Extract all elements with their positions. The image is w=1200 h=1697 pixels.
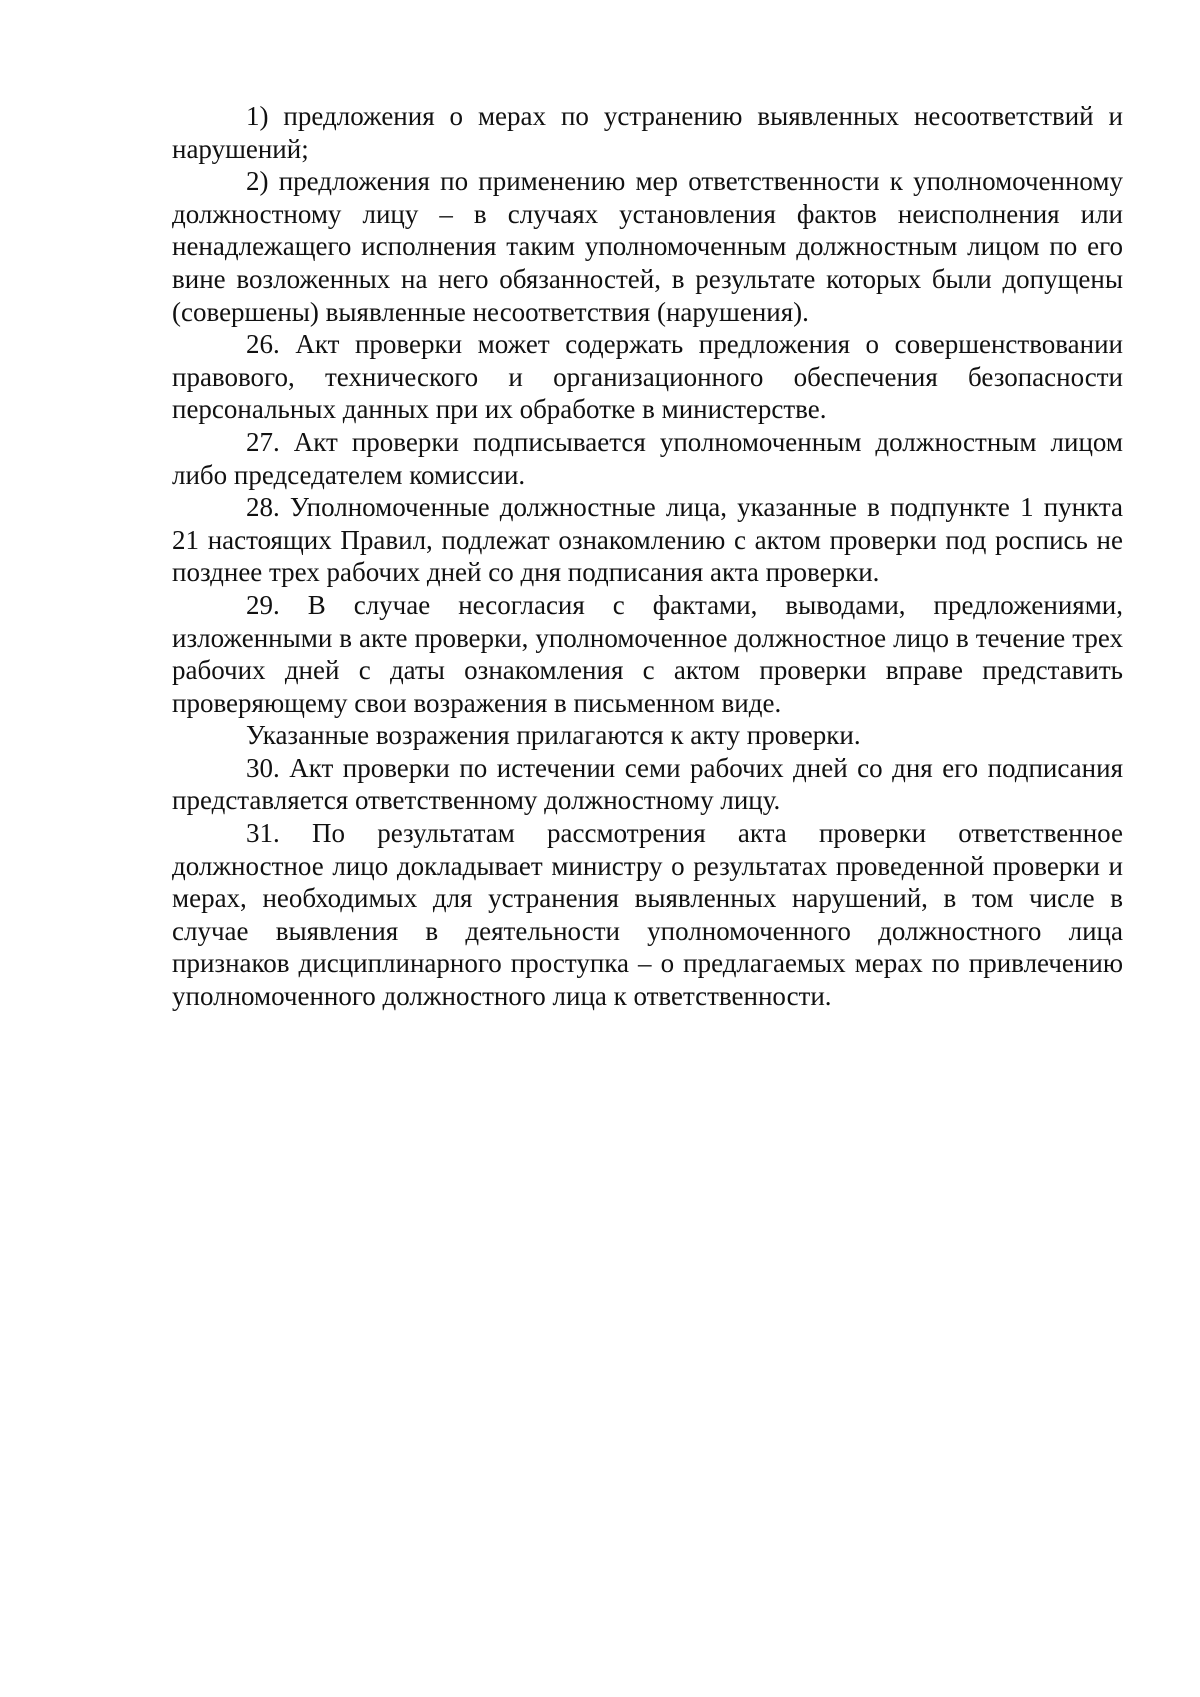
document-body — [172, 100, 1123, 1013]
paragraph-28: 28. Уполномоченные должностные лица, указанные в подпункте 1 пункта 21 настоящих Правил, подлежат ознакомлению с актом проверки под роспись не позднее трех рабочих дней со дня подписания акта проверки. — [172, 492, 1123, 588]
paragraph-item-1: 1) предложения о мерах по устранению выявленных несоответствий и нарушений; — [172, 101, 1123, 164]
paragraph-26: 26. Акт проверки может содержать предложения о совершенствовании правового, технического и организационного обеспечения безопасности персональных данных при их обработке в министерстве. — [172, 329, 1123, 425]
paragraph-item-2: 2) предложения по применению мер ответственности к уполномоченному должностному лицу – в случаях установления фактов неисполнения или ненадлежащего исполнения таким уполномоченным должностным лицом по его вине возложенных на него обязанностей, в результате которых были допущены (совершены) выявленные несоответствия (нарушения). — [172, 166, 1123, 327]
paragraph-29: 29. В случае несогласия с фактами, выводами, предложениями, изложенными в акте проверки, уполномоченное должностное лицо в течение трех рабочих дней с даты ознакомления с актом проверки вправе представить проверяющему свои возражения в письменном виде. — [172, 589, 1123, 718]
paragraph-27: 27. Акт проверки подписывается уполномоченным должностным лицом либо председателем комиссии. — [172, 426, 1123, 490]
paragraph-29-objections: Указанные возражения прилагаются к акту проверки. — [246, 720, 861, 751]
paragraph-31: 31. По результатам рассмотрения акта проверки ответственное должностное лицо докладывает министру о результатах проведенной проверки и мерах, необходимых для устранения выявленных нарушений, в том числе в случае выявления в деятельности уполномоченного должностного лица признаков дисциплинарного проступка – о предлагаемых мерах по привлечению уполномоченного должностного лица к ответственности. — [172, 818, 1123, 1012]
paragraph-30: 30. Акт проверки по истечении семи рабочих дней со дня его подписания представляется ответственному должностному лицу. — [172, 752, 1123, 816]
